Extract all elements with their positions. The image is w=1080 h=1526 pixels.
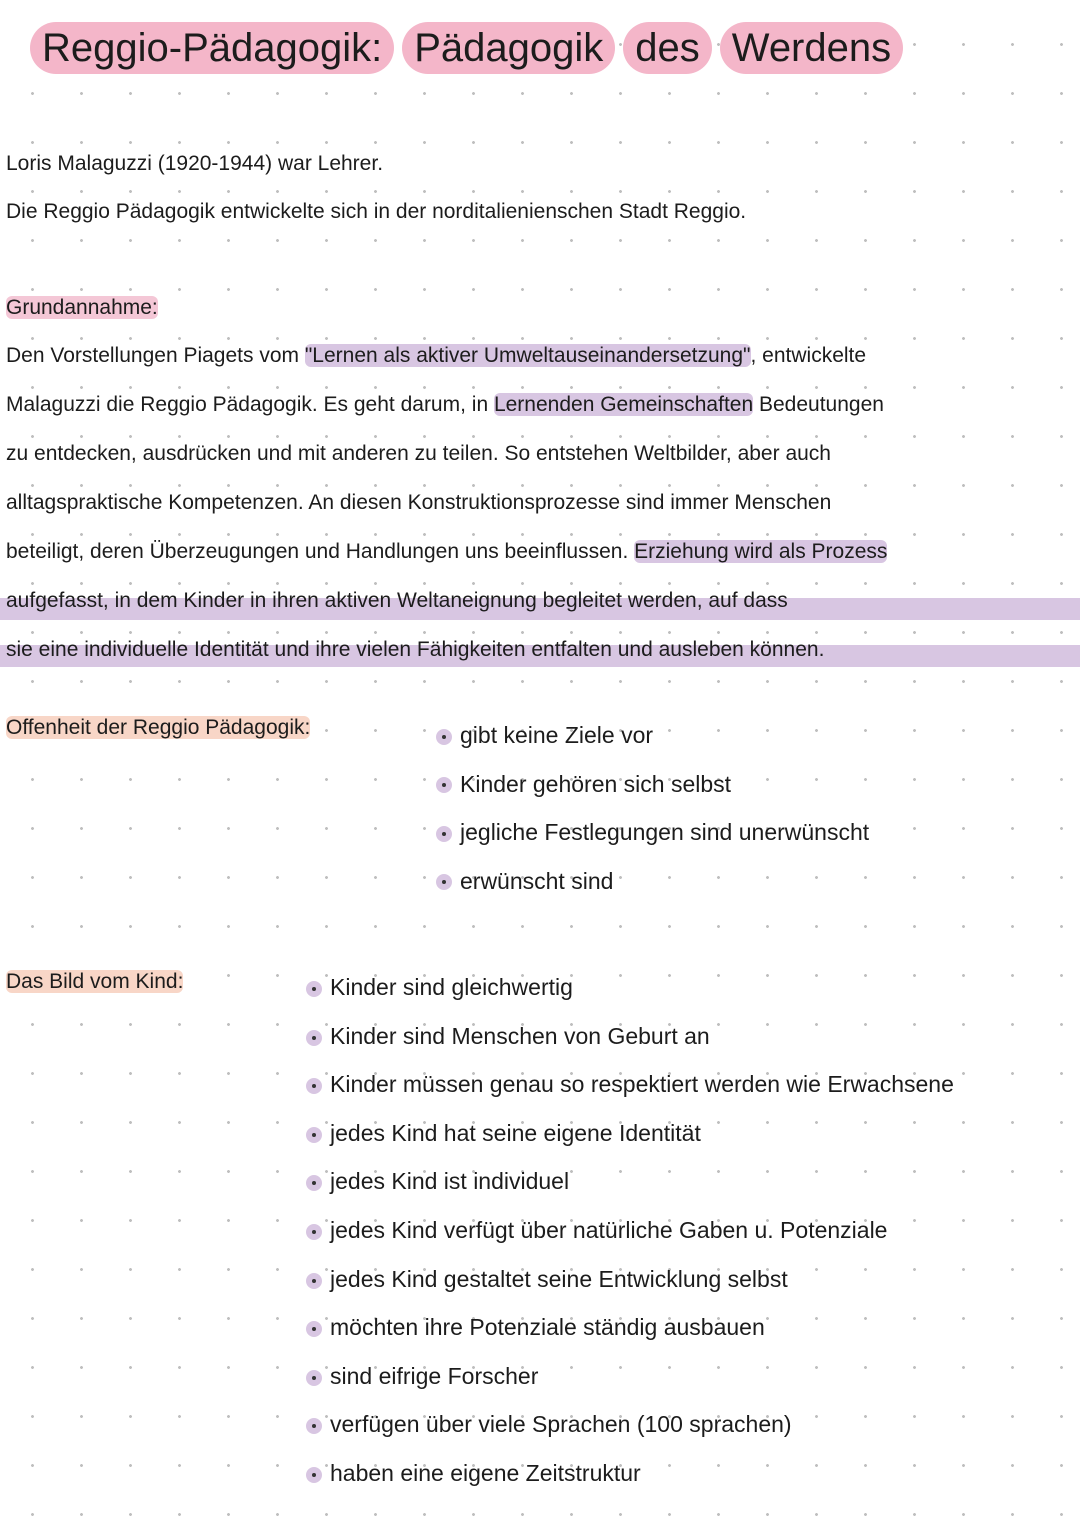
list-item xyxy=(306,1168,569,1195)
text: beteiligt, deren Überzeugungen und Handlungen uns beeinflussen. xyxy=(6,540,635,563)
list-item xyxy=(306,974,573,1001)
text: sie eine individuelle Identität und ihre vielen Fähigkeiten entfalten und ausleben können. xyxy=(6,638,825,661)
title-part: des xyxy=(623,22,712,74)
list-item xyxy=(436,868,613,895)
bullet-icon xyxy=(436,874,452,890)
text: Malaguzzi die Reggio Pädagogik. Es geht darum, in xyxy=(6,393,494,416)
intro-line: Die Reggio Pädagogik entwickelte sich in der norditalienienschen Stadt Reggio. xyxy=(6,200,747,223)
list-item xyxy=(306,1314,765,1341)
list-item-text: Kinder müssen genau so respektiert werden wie Erwachsene xyxy=(330,1071,954,1098)
list-item-text: jegliche Festlegungen sind unerwünscht xyxy=(460,819,870,845)
bullet-icon xyxy=(436,777,452,793)
list-item xyxy=(306,1363,538,1390)
grundannahme-heading: Grundannahme: xyxy=(6,296,158,319)
page-title xyxy=(30,26,911,71)
list-item xyxy=(436,819,869,846)
bullet-icon xyxy=(306,1175,322,1191)
bild-heading: Das Bild vom Kind: xyxy=(6,970,184,993)
bullet-icon xyxy=(306,1467,322,1483)
paragraph-line xyxy=(6,540,887,564)
bullet-icon xyxy=(306,1370,322,1386)
text: aufgefasst, in dem Kinder in ihren aktiven Weltaneignung begleitet werden, auf dass xyxy=(6,589,788,612)
highlighted-text: Erziehung wird als Prozess xyxy=(634,540,888,563)
list-item-text: gibt keine Ziele vor xyxy=(460,722,654,748)
list-item-text: Kinder sind Menschen von Geburt an xyxy=(330,1022,710,1049)
paragraph-line xyxy=(6,589,788,613)
title-part: Pädagogik xyxy=(402,22,615,74)
list-item xyxy=(436,771,731,798)
text: Bedeutungen xyxy=(753,393,884,416)
list-item xyxy=(306,1411,792,1438)
list-item xyxy=(306,1071,954,1098)
list-item xyxy=(306,1266,788,1293)
bullet-icon xyxy=(306,1273,322,1289)
text: , entwickelte xyxy=(750,344,867,367)
list-item-text: möchten ihre Potenziale ständig ausbauen xyxy=(330,1314,765,1341)
text: alltagspraktische Kompetenzen. An diesen Konstruktionsprozesse sind immer Menschen xyxy=(6,491,832,514)
list-item-text: jedes Kind gestaltet seine Entwicklung selbst xyxy=(330,1265,788,1292)
list-item-text: jedes Kind verfügt über natürliche Gaben u. Potenziale xyxy=(330,1217,888,1243)
highlighted-text: Lernenden Gemeinschaften xyxy=(493,393,754,416)
paragraph-line xyxy=(6,491,831,515)
bullet-icon xyxy=(306,1418,322,1434)
text: zu entdecken, ausdrücken und mit anderen zu teilen. So entstehen Weltbilder, aber auch xyxy=(6,442,831,465)
highlighted-text: "Lernen als aktiver Umweltauseinandersetzung" xyxy=(304,344,751,367)
list-item-text: sind eifrige Forscher xyxy=(330,1362,539,1389)
bullet-icon xyxy=(306,1030,322,1046)
title-part: Reggio-Pädagogik: xyxy=(30,22,394,74)
bullet-icon xyxy=(436,826,452,842)
bullet-icon xyxy=(306,981,322,997)
title-part: Werdens xyxy=(720,22,903,74)
bullet-icon xyxy=(436,729,452,745)
list-item xyxy=(306,1217,887,1244)
paragraph-line xyxy=(6,393,884,417)
list-item xyxy=(436,722,653,749)
list-item xyxy=(306,1460,641,1487)
list-item xyxy=(306,1023,710,1050)
paragraph-line xyxy=(6,442,831,466)
text: Den Vorstellungen Piagets vom xyxy=(6,344,305,367)
paragraph-line xyxy=(6,344,866,368)
list-item-text: Kinder sind gleichwertig xyxy=(330,974,573,1000)
list-item-text: haben eine eigene Zeitstruktur xyxy=(330,1460,641,1486)
list-item-text: verfügen über viele Sprachen (100 sprachen) xyxy=(330,1411,792,1438)
list-item-text: erwünscht sind xyxy=(460,867,614,894)
list-item xyxy=(306,1120,701,1147)
list-item-text: Kinder gehören sich selbst xyxy=(460,770,732,797)
bullet-icon xyxy=(306,1321,322,1337)
bullet-icon xyxy=(306,1127,322,1143)
offenheit-heading: Offenheit der Reggio Pädagogik: xyxy=(6,716,311,739)
paragraph-line xyxy=(6,638,824,662)
intro-line: Loris Malaguzzi (1920-1944) war Lehrer. xyxy=(6,152,384,175)
list-item-text: jedes Kind ist individuel xyxy=(330,1168,570,1195)
bullet-icon xyxy=(306,1078,322,1094)
bullet-icon xyxy=(306,1224,322,1240)
list-item-text: jedes Kind hat seine eigene Identität xyxy=(330,1119,701,1146)
